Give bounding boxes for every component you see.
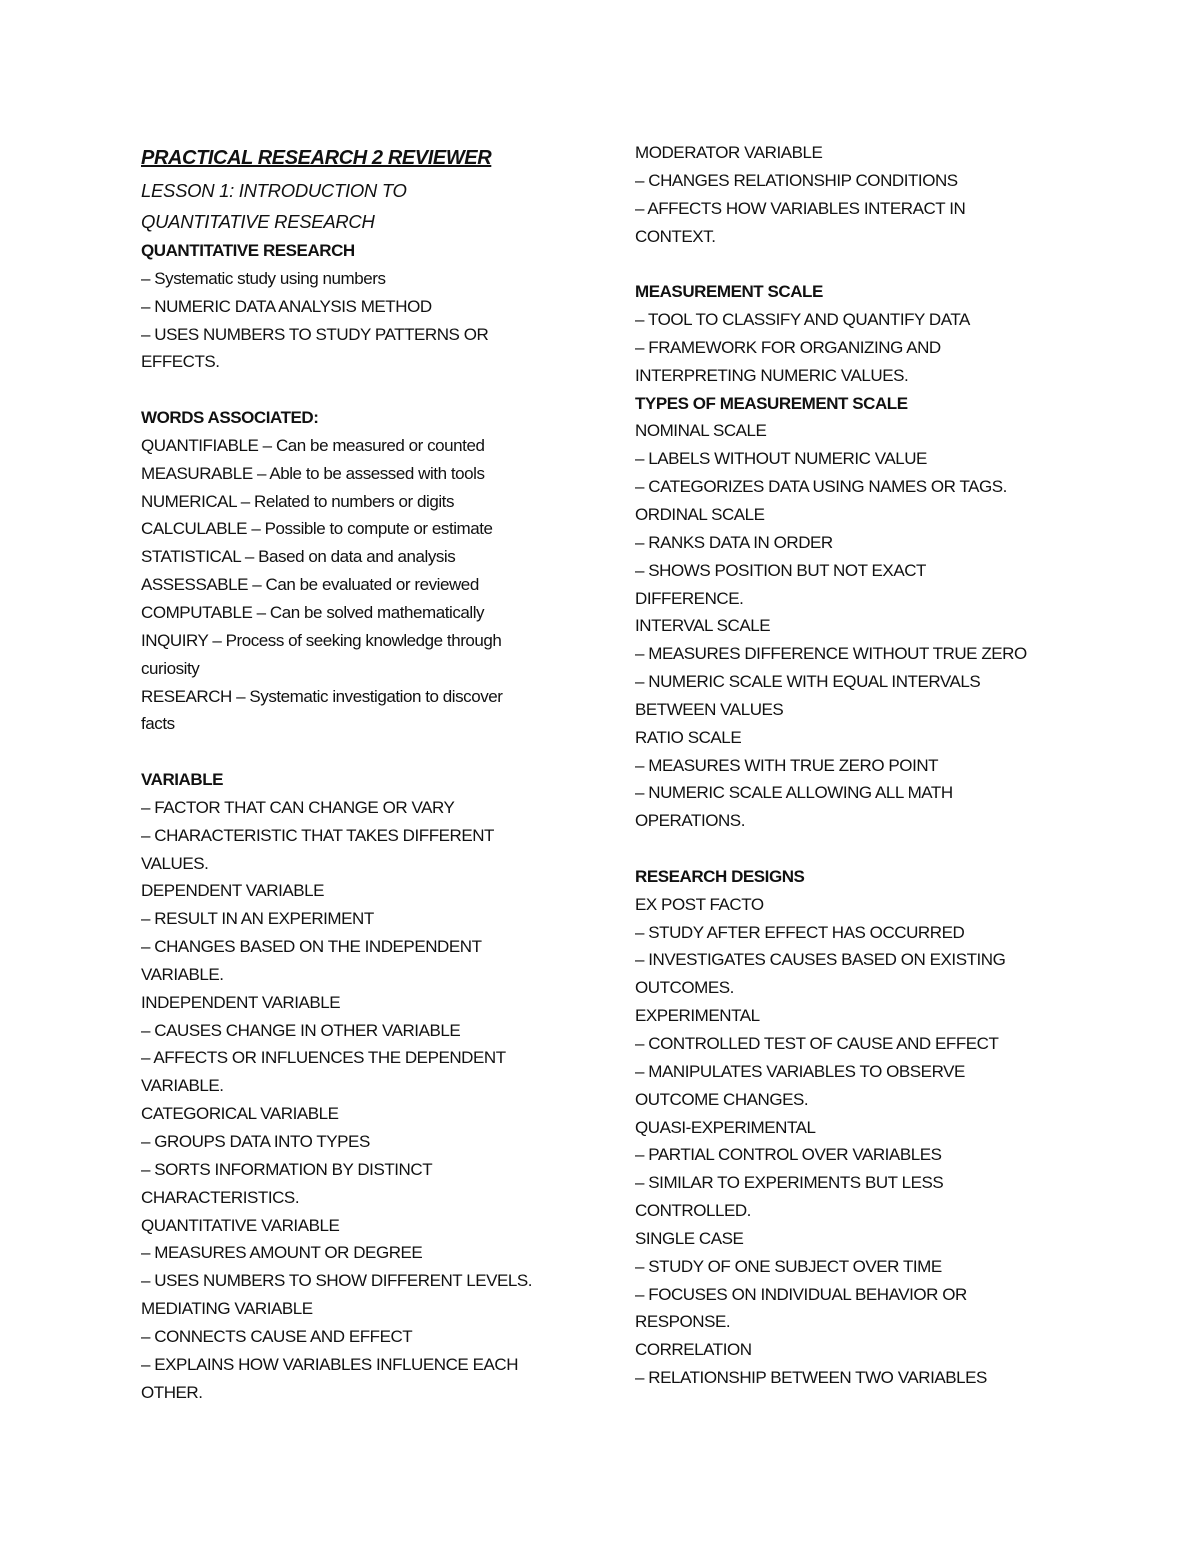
section-heading: VARIABLE [141,770,224,790]
text-line: – MEASURES DIFFERENCE WITHOUT TRUE ZERO [635,644,1027,664]
text-line: – CONNECTS CAUSE AND EFFECT [141,1326,413,1346]
text-line: SINGLE CASE [635,1228,744,1248]
text-line: CHARACTERISTICS. [141,1187,300,1207]
text-line: INDEPENDENT VARIABLE [141,992,341,1012]
text-line: – LABELS WITHOUT NUMERIC VALUE [635,449,927,469]
text-line: OUTCOMES. [635,978,734,998]
right-column [635,139,1085,1392]
text-line: MEDIATING VARIABLE [141,1299,313,1319]
text-line: QUANTIFIABLE – Can be measured or counted [141,435,485,455]
text-line: – STUDY AFTER EFFECT HAS OCCURRED [635,922,965,942]
text-line: NUMERICAL – Related to numbers or digits [141,491,455,511]
text-line: CONTROLLED. [635,1201,751,1221]
text-line: – CATEGORIZES DATA USING NAMES OR TAGS. [635,477,1007,497]
text-line: – STUDY OF ONE SUBJECT OVER TIME [635,1256,942,1276]
section-heading: MEASUREMENT SCALE [635,282,823,302]
blank-line [141,738,581,766]
text-line: – RELATIONSHIP BETWEEN TWO VARIABLES [635,1368,987,1388]
text-line: – GROUPS DATA INTO TYPES [141,1132,370,1151]
text-line: – USES NUMBERS TO SHOW DIFFERENT LEVELS. [141,1271,533,1291]
text-line: OUTCOME CHANGES. [635,1089,809,1109]
text-line: DIFFERENCE. [635,588,744,608]
text-line: QUASI-EXPERIMENTAL [635,1117,816,1137]
right-text-lines [635,139,1085,1392]
text-line: EFFECTS. [141,352,220,372]
text-line: – CONTROLLED TEST OF CAUSE AND EFFECT [635,1034,999,1053]
document-title: PRACTICAL RESEARCH 2 REVIEWER [141,147,492,169]
text-line: – AFFECTS HOW VARIABLES INTERACT IN [635,198,966,218]
text-line: EXPERIMENTAL [635,1006,760,1026]
text-line: – SORTS INFORMATION BY DISTINCT [141,1159,433,1179]
text-line: – SHOWS POSITION BUT NOT EXACT [635,560,926,580]
text-line: – FRAMEWORK FOR ORGANIZING AND [635,337,941,357]
text-line: QUANTITATIVE VARIABLE [141,1215,340,1235]
text-line: – CHANGES RELATIONSHIP CONDITIONS [635,170,958,190]
text-line: BETWEEN VALUES [635,699,784,719]
section-heading: TYPES OF MEASUREMENT SCALE [635,393,908,413]
text-line: OTHER. [141,1382,203,1402]
text-line: – RANKS DATA IN ORDER [635,532,833,552]
text-line: CATEGORICAL VARIABLE [141,1104,339,1124]
blank-line [141,376,581,404]
text-line: – MEASURES AMOUNT OR DEGREE [141,1243,423,1263]
blank-line [635,250,1085,278]
text-line: VARIABLE. [141,1076,224,1096]
text-line: – TOOL TO CLASSIFY AND QUANTIFY DATA [635,310,970,330]
text-line: NOMINAL SCALE [635,421,767,441]
text-line: facts [141,714,175,734]
text-line: INTERVAL SCALE [635,616,771,636]
text-line: VALUES. [141,853,209,873]
text-line: – MANIPULATES VARIABLES TO OBSERVE [635,1061,965,1081]
text-line: curiosity [141,658,200,678]
text-line: OPERATIONS. [635,811,745,831]
text-line: – PARTIAL CONTROL OVER VARIABLES [635,1145,942,1165]
text-line: – EXPLAINS HOW VARIABLES INFLUENCE EACH [141,1354,519,1374]
text-line: – FOCUSES ON INDIVIDUAL BEHAVIOR OR [635,1284,967,1304]
text-line: INQUIRY – Process of seeking knowledge through [141,630,502,650]
text-line: – MEASURES WITH TRUE ZERO POINT [635,755,939,775]
text-line: CONTEXT. [635,226,716,246]
text-line: STATISTICAL – Based on data and analysis [141,547,456,567]
lesson-title-line-1: LESSON 1: INTRODUCTION TO [141,180,407,201]
text-line: – USES NUMBERS TO STUDY PATTERNS OR [141,324,489,344]
text-line: CORRELATION [635,1340,752,1360]
section-heading: WORDS ASSOCIATED: [141,408,319,428]
blank-line [635,835,1085,863]
text-line: ORDINAL SCALE [635,504,765,524]
text-line: EX POST FACTO [635,894,764,914]
text-line: INTERPRETING NUMERIC VALUES. [635,365,909,385]
text-line: – FACTOR THAT CAN CHANGE OR VARY [141,797,455,817]
text-line: RATIO SCALE [635,727,742,747]
text-line: MODERATOR VARIABLE [635,143,823,162]
text-line: COMPUTABLE – Can be solved mathematically [141,602,485,622]
section-heading: RESEARCH DESIGNS [635,866,805,886]
text-line: RESEARCH – Systematic investigation to discover [141,686,503,706]
text-line: – Systematic study using numbers [141,268,386,288]
text-line: – NUMERIC DATA ANALYSIS METHOD [141,296,432,316]
text-line: – CHARACTERISTIC THAT TAKES DIFFERENT [141,825,494,845]
text-line: – INVESTIGATES CAUSES BASED ON EXISTING [635,950,1006,970]
left-text-lines [141,237,581,1406]
text-line: RESPONSE. [635,1312,731,1332]
left-column [141,139,581,1406]
text-line: – NUMERIC SCALE ALLOWING ALL MATH [635,783,953,803]
text-line: – CHANGES BASED ON THE INDEPENDENT [141,937,482,957]
text-line: MEASURABLE – Able to be assessed with tools [141,463,485,483]
text-line: CALCULABLE – Possible to compute or estimate [141,519,493,539]
section-heading: QUANTITATIVE RESEARCH [141,241,355,260]
text-line: – RESULT IN AN EXPERIMENT [141,909,374,929]
text-line: – AFFECTS OR INFLUENCES THE DEPENDENT [141,1048,506,1068]
text-line: – CAUSES CHANGE IN OTHER VARIABLE [141,1020,461,1040]
text-line: VARIABLE. [141,964,224,984]
text-line: ASSESSABLE – Can be evaluated or reviewed [141,575,479,595]
text-line: – NUMERIC SCALE WITH EQUAL INTERVALS [635,672,981,692]
lesson-title-line-2: QUANTITATIVE RESEARCH [141,211,375,232]
text-line: – SIMILAR TO EXPERIMENTS BUT LESS [635,1173,944,1193]
text-line: DEPENDENT VARIABLE [141,881,325,901]
